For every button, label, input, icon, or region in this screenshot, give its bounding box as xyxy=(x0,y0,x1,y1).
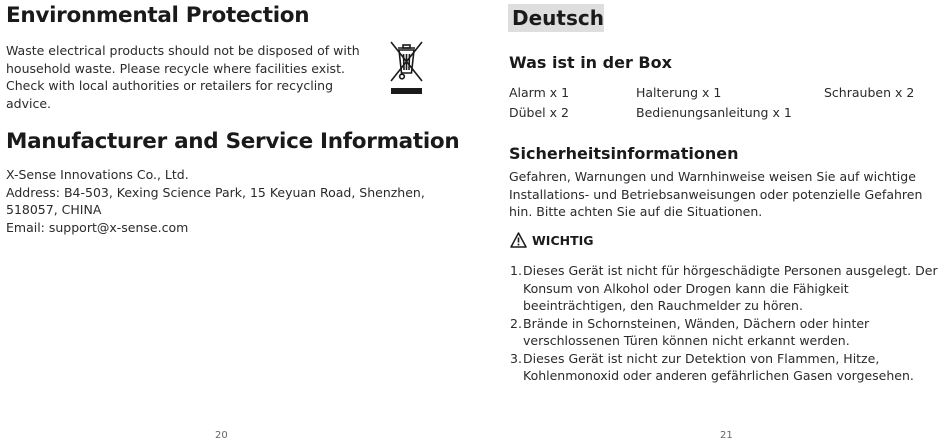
list-item-text: Dieses Gerät ist nicht für hörgeschädigte Personen ausgelegt. Der Konsum von Alkohol oder Drogen kann die Fähigkeit beeinträchtigen, den Rauchmelder zu hören. xyxy=(523,263,938,313)
company-email: Email: support@x-sense.com xyxy=(6,219,189,235)
box-item: Halterung x 1 xyxy=(636,85,722,100)
list-item-text: Brände in Schornsteinen, Wänden, Dächern oder hinter verschlossenen Türen können nicht erkannt werden. xyxy=(523,315,870,348)
box-item: Dübel x 2 xyxy=(509,105,569,120)
list-item-number: 2. xyxy=(510,315,522,331)
page-number-right: 21 xyxy=(720,430,733,441)
company-address: Address: B4-503, Kexing Science Park, 15 Keyuan Road, Shenzhen, 518057, CHINA xyxy=(6,184,425,217)
box-item: Schrauben x 2 xyxy=(824,85,915,100)
manufacturer-info-block xyxy=(6,166,446,236)
box-contents-title: Was ist in der Box xyxy=(509,53,672,72)
list-item xyxy=(510,350,945,385)
manufacturer-info-title: Manufacturer and Service Information xyxy=(6,129,460,154)
environmental-protection-title: Environmental Protection xyxy=(6,3,310,28)
list-item xyxy=(510,315,945,350)
list-item-number: 3. xyxy=(510,350,522,366)
list-item-number: 1. xyxy=(510,263,522,278)
box-item: Alarm x 1 xyxy=(509,85,570,100)
safety-info-text: Gefahren, Warnungen und Warnhinweise weisen Sie auf wichtige Installations- und Betriebsanweisungen oder potenzielle Gefahren hin. Bitte achten Sie auf die Situationen. xyxy=(509,169,923,219)
warning-triangle-icon xyxy=(510,232,527,248)
page-number-left: 20 xyxy=(215,430,228,441)
list-item xyxy=(510,262,945,315)
company-name: X-Sense Innovations Co., Ltd. xyxy=(6,167,189,182)
language-heading: Deutsch xyxy=(508,4,604,32)
warning-list xyxy=(510,262,945,385)
warning-label: WICHTIG xyxy=(532,233,594,248)
environmental-protection-text: Waste electrical products should not be disposed of with household waste. Please recycle where facilities exist. Check with local authorities or retailers for recycling advice. xyxy=(6,43,360,111)
weee-crossed-bin-icon xyxy=(389,40,424,96)
safety-info-title: Sicherheitsinformationen xyxy=(509,144,739,163)
box-item: Bedienungsanleitung x 1 xyxy=(636,105,792,120)
list-item-text: Dieses Gerät ist nicht zur Detektion von Flammen, Hitze, Kohlenmonoxid oder anderen gefährlichen Gasen vorgesehen. xyxy=(523,350,914,383)
